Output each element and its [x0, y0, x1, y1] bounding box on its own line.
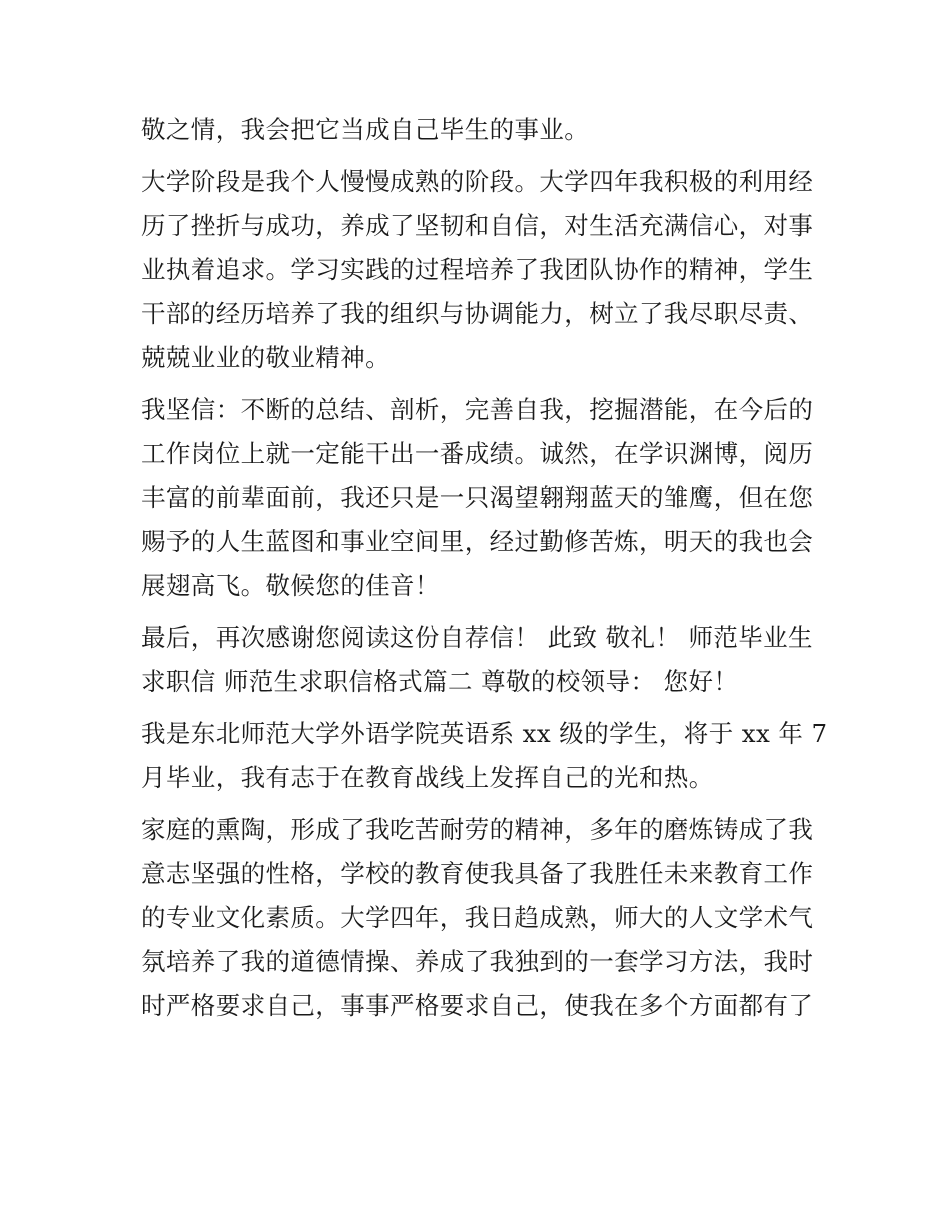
document-body	[141, 108, 828, 1028]
paragraph	[141, 160, 821, 380]
text-line: 我是东北师范大学外语学院英语系 xx 级的学生，将于 xx 年 7	[141, 719, 828, 748]
text-line: 的专业文化素质。大学四年，我日趋成熟，师大的人文学术气	[141, 903, 814, 932]
text-line: 最后，再次感谢您阅读这份自荐信！ 此致 敬礼！ 师范毕业生	[141, 623, 813, 652]
text-line: 我坚信：不断的总结、剖析，完善自我，挖掘潜能，在今后的	[141, 395, 814, 424]
paragraph	[141, 108, 821, 152]
paragraph	[141, 808, 821, 1028]
text-line: 求职信 师范生求职信格式篇二 尊敬的校领导： 您好！	[141, 667, 739, 696]
text-line: 历了挫折与成功，养成了坚韧和自信，对生活充满信心，对事	[141, 211, 814, 240]
text-line: 干部的经历培养了我的组织与协调能力，树立了我尽职尽责、	[141, 299, 814, 328]
text-line: 敬之情，我会把它当成自己毕生的事业。	[141, 115, 590, 144]
text-line: 业执着追求。学习实践的过程培养了我团队协作的精神，学生	[141, 255, 814, 284]
text-line: 月毕业，我有志于在教育战线上发挥自己的光和热。	[141, 763, 714, 792]
text-line: 大学阶段是我个人慢慢成熟的阶段。大学四年我积极的利用经	[141, 167, 814, 196]
text-line: 意志坚强的性格，学校的教育使我具备了我胜任未来教育工作	[141, 859, 814, 888]
text-line: 工作岗位上就一定能干出一番成绩。诚然，在学识渊博，阅历	[141, 439, 814, 468]
text-line: 氛培养了我的道德情操、养成了我独到的一套学习方法，我时	[141, 947, 814, 976]
text-line: 展翅高飞。敬候您的佳音！	[141, 571, 440, 600]
text-line: 兢兢业业的敬业精神。	[141, 343, 390, 372]
text-line: 赐予的人生蓝图和事业空间里，经过勤修苦炼，明天的我也会	[141, 527, 814, 556]
text-line: 时严格要求自己，事事严格要求自己，使我在多个方面都有了	[141, 991, 814, 1020]
paragraph	[141, 712, 828, 800]
paragraph	[141, 616, 821, 704]
text-line: 家庭的熏陶，形成了我吃苦耐劳的精神，多年的磨炼铸成了我	[141, 815, 814, 844]
paragraph	[141, 388, 821, 608]
text-line: 丰富的前辈面前，我还只是一只渴望翱翔蓝天的雏鹰，但在您	[141, 483, 814, 512]
